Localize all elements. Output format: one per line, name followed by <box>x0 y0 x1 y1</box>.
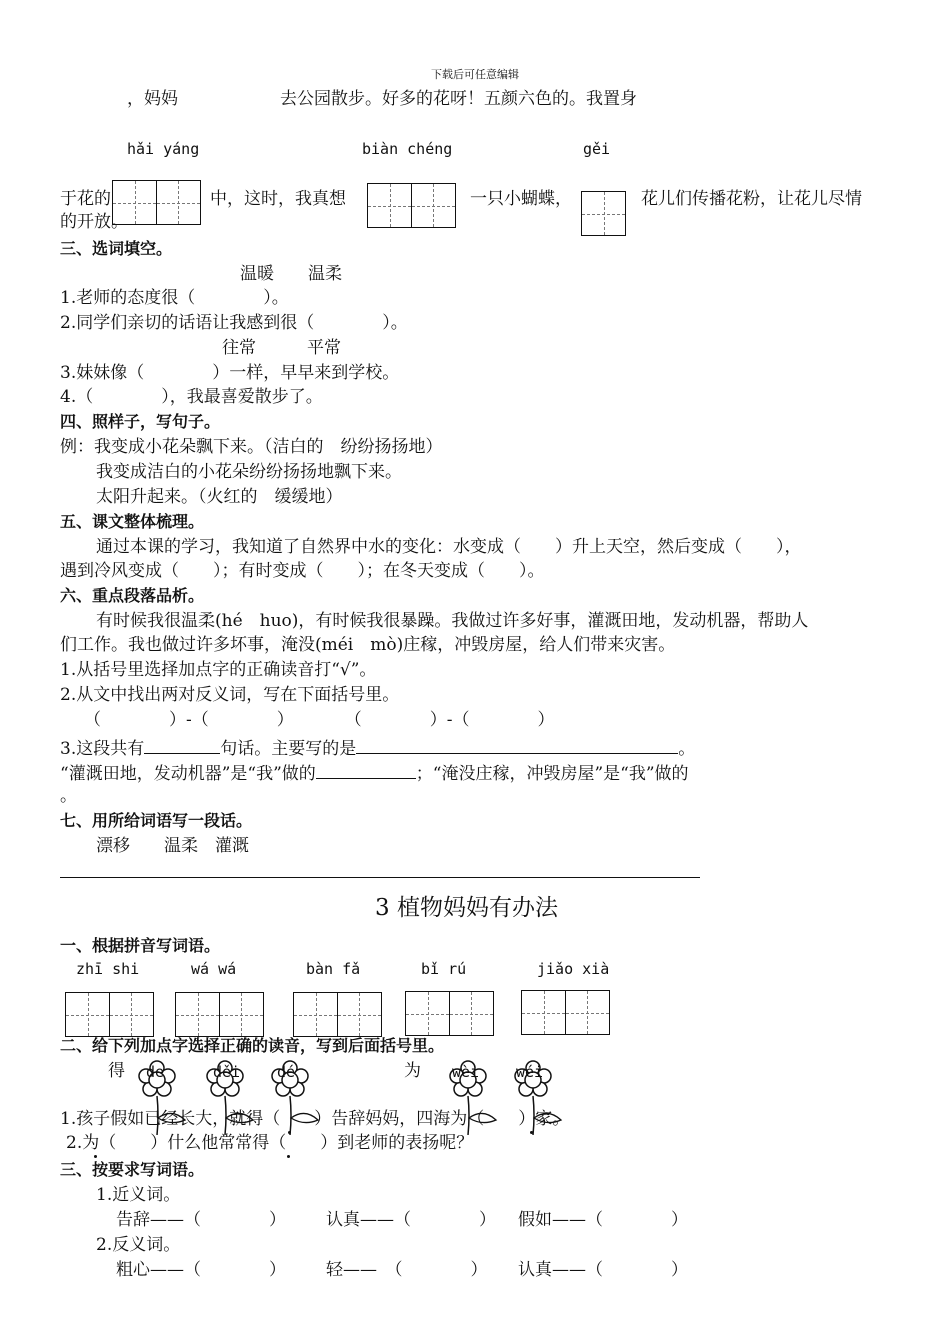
section-6-title: 六、重点段落品析。 <box>60 586 205 605</box>
intro-line-2a: 于花的 <box>60 189 111 209</box>
antonym-item-1: 粗心——（ ） <box>116 1260 286 1280</box>
question-6-3 <box>60 735 695 760</box>
word-choices-2: 往常 平常 <box>222 338 341 358</box>
intro-line-3: 的开放。 <box>60 212 128 232</box>
pinyin-jiao-xia: jiǎo xià <box>537 960 610 978</box>
answer-grid-wa-wa[interactable] <box>175 992 262 1037</box>
answer-grid-gei[interactable] <box>581 191 625 236</box>
emphasis-dot <box>530 1131 533 1134</box>
intro-line-2b: 中，这时，我真想 <box>210 189 346 209</box>
blank-main-content[interactable] <box>356 735 678 754</box>
question-l3-2-2: 2.为（ ）什么他常常得（ ）到老师的表扬呢？ <box>66 1133 474 1153</box>
question-6-4 <box>60 760 689 785</box>
section-7-words: 漂移 温柔 灌溉 <box>96 836 249 856</box>
question-6-4-part-b: ；“淹没庄稼，冲毁房屋”是“我”做的 <box>415 764 689 784</box>
question-6-1: 1.从括号里选择加点字的正确读音打“√”。 <box>60 660 377 680</box>
example-line-2: 我变成洁白的小花朵纷纷扬扬地飘下来。 <box>96 462 402 482</box>
question-6-4-end: 。 <box>60 786 77 806</box>
example-line-1: 例：我变成小花朵飘下来。（洁白的 纷纷扬扬地） <box>60 437 443 457</box>
word-choices-1: 温暖 温柔 <box>240 264 342 284</box>
section-5-para-1: 通过本课的学习，我知道了自然界中水的变化：水变成（ ）升上天空，然后变成（ ）， <box>96 537 802 557</box>
question-l3-2-1: 1.孩子假如已经长大，就得（ ）告辞妈妈，四海为（ ）家。 <box>60 1109 570 1129</box>
answer-cell[interactable] <box>109 992 154 1037</box>
intro-line-2d: 花儿们传播花粉，让花儿尽情 <box>641 189 862 209</box>
answer-grid-bi-ru[interactable] <box>405 991 492 1036</box>
question-3-2: 2.同学们亲切的话语让我感到很（ ）。 <box>60 313 408 333</box>
question-3-4: 4.（ ），我最喜爱散步了。 <box>60 387 323 407</box>
section-6-para-1: 有时候我很温柔(hé huo)，有时候我很暴躁。我做过许多好事，灌溉田地，发动机器，帮助人 <box>96 611 809 631</box>
page-header-watermark: 下载后可任意编辑 <box>431 68 519 81</box>
section-5-title: 五、课文整体梳理。 <box>60 512 205 531</box>
synonym-item-2: 认真——（ ） <box>326 1210 496 1230</box>
answer-writing-line[interactable] <box>60 877 700 878</box>
blank-good-deeds[interactable] <box>316 760 416 779</box>
char-wei: 为 <box>404 1061 421 1081</box>
answer-cell[interactable] <box>411 183 456 228</box>
reading-dei: děi <box>213 1063 241 1081</box>
question-6-3-part-c: 。 <box>678 739 696 759</box>
answer-cell[interactable] <box>65 992 110 1037</box>
answer-cell[interactable] <box>219 992 264 1037</box>
synonym-item-3: 假如——（ ） <box>518 1210 688 1230</box>
intro-line-1: ，妈妈 去公园散步。好多的花呀！五颜六色的。我置身 <box>127 89 637 109</box>
answer-grid-zhi-shi[interactable] <box>65 992 152 1037</box>
section-3-title: 三、选词填空。 <box>60 239 173 258</box>
synonyms-label: 1.近义词。 <box>96 1185 181 1205</box>
question-6-4-part-a: “灌溉田地，发动机器”是“我”做的 <box>60 764 316 784</box>
intro-line-2c: 一只小蝴蝶， <box>470 189 572 209</box>
section-5-para-2: 遇到冷风变成（ ）；有时变成（ ）；在冬天变成（ ）。 <box>60 561 545 581</box>
answer-cell[interactable] <box>581 191 626 236</box>
pinyin-bian-cheng: biàn chéng <box>362 140 453 158</box>
blank-sentence-count[interactable] <box>144 735 220 754</box>
answer-cell[interactable] <box>367 183 412 228</box>
question-6-3-part-a: 3.这段共有 <box>60 739 145 759</box>
section-6-para-2: 们工作。我也做过许多坏事，淹没(méi mò)庄稼，冲毁房屋，给人们带来灾害。 <box>60 635 676 655</box>
antonym-item-2: 轻—— （ ） <box>326 1260 488 1280</box>
pinyin-zhi-shi: zhī shi <box>76 960 140 978</box>
pinyin-hai-yang: hǎi yáng <box>127 140 200 158</box>
antonym-item-3: 认真——（ ） <box>518 1260 688 1280</box>
section-7-title: 七、用所给词语写一段话。 <box>60 811 253 830</box>
question-6-3-part-b: 句话。主要写的是 <box>220 739 357 759</box>
question-6-2: 2.从文中找出两对反义词，写在下面括号里。 <box>60 685 400 705</box>
answer-cell[interactable] <box>156 180 201 225</box>
lesson-3-title: 3 植物妈妈有办法 <box>375 895 558 921</box>
answer-cell[interactable] <box>293 992 338 1037</box>
emphasis-dot <box>287 1155 290 1158</box>
answer-cell[interactable] <box>405 991 450 1036</box>
reading-de2: dé <box>277 1063 296 1081</box>
answer-cell[interactable] <box>449 991 494 1036</box>
antonyms-label: 2.反义词。 <box>96 1235 181 1255</box>
lesson-3-section-2-title: 二、给下列加点字选择正确的读音，写到后面括号里。 <box>60 1036 445 1055</box>
pinyin-wa-wa: wá wá <box>191 960 237 978</box>
question-3-3: 3.妹妹像（ ）一样，早早来到学校。 <box>60 363 400 383</box>
answer-cell[interactable] <box>337 992 382 1037</box>
answer-grid-bian-cheng[interactable] <box>367 183 454 228</box>
answer-cell[interactable] <box>565 990 610 1035</box>
reading-wei4: wèi <box>452 1063 480 1081</box>
reading-wei2: wéi <box>516 1063 544 1081</box>
section-4-title: 四、照样子，写句子。 <box>60 412 221 431</box>
answer-grid-ban-fa[interactable] <box>293 992 380 1037</box>
answer-grid-jiao-xia[interactable] <box>521 990 608 1035</box>
answer-cell[interactable] <box>175 992 220 1037</box>
answer-cell[interactable] <box>521 990 566 1035</box>
example-line-3: 太阳升起来。（火红的 缓缓地） <box>96 487 343 507</box>
reading-de: de <box>146 1063 165 1081</box>
char-de: 得 <box>108 1061 125 1081</box>
pinyin-bi-ru: bǐ rú <box>421 960 467 978</box>
synonym-item-1: 告辞——（ ） <box>116 1210 286 1230</box>
lesson-3-section-1-title: 一、根据拼音写词语。 <box>60 936 221 955</box>
pinyin-gei: gěi <box>583 140 611 158</box>
emphasis-dot <box>94 1155 97 1158</box>
antonym-pairs: （ ）-（ ） （ ）-（ ） <box>84 710 555 730</box>
pinyin-ban-fa: bàn fǎ <box>306 960 361 978</box>
lesson-3-section-3-title: 三、按要求写词语。 <box>60 1160 205 1179</box>
question-3-1: 1.老师的态度很（ ）。 <box>60 288 289 308</box>
